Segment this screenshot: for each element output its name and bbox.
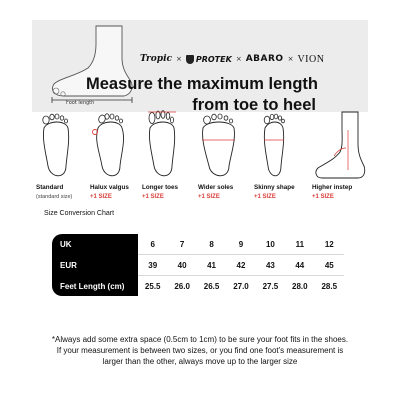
- table-cell: 8: [197, 234, 226, 255]
- table-cell: 42: [226, 255, 255, 276]
- shape-note: +1 SIZE: [90, 194, 112, 200]
- shape-label: Wider soles: [198, 184, 234, 191]
- table-cell: 43: [256, 255, 285, 276]
- foot-shape-longer-toes: [142, 108, 194, 206]
- footnote-line: *Always add some extra space (0.5cm to 1cm) to be sure your foot fits in the shoes.: [51, 335, 349, 344]
- table-cell: 9: [226, 234, 255, 255]
- brand-vion-logo: VION: [297, 53, 325, 65]
- table-cell: 7: [167, 234, 196, 255]
- brand-protek-logo: PROTEK: [186, 55, 232, 64]
- shape-label: Halux valgus: [90, 184, 129, 191]
- table-cell: 6: [138, 234, 167, 255]
- row-header: EUR: [52, 255, 138, 276]
- row-header: Feet Length (cm): [52, 276, 138, 297]
- table-row: [52, 234, 344, 255]
- table-cell: 28.0: [292, 281, 308, 291]
- row-header: UK: [52, 234, 138, 255]
- size-conversion-title: Size Conversion Chart: [44, 210, 115, 217]
- foot-shape-skinny: [254, 108, 306, 206]
- wider-soles-foot-icon: [198, 110, 238, 182]
- higher-instep-foot-icon: [312, 110, 368, 182]
- table-cell: 27.5: [262, 281, 279, 291]
- headline-line-1: Measure the maximum length: [86, 75, 318, 93]
- shape-note: +1 SIZE: [198, 194, 220, 200]
- brand-tropic-logo: Tropic: [140, 54, 172, 64]
- table-cell: 28.5: [321, 281, 338, 291]
- shape-label: Longer toes: [142, 184, 179, 191]
- foot-shape-higher-instep: [312, 108, 368, 206]
- table-cell: 44: [285, 255, 314, 276]
- foot-shape-wider-soles: [198, 108, 250, 206]
- table-row: [52, 276, 344, 297]
- hallux-valgus-foot-icon: [90, 110, 130, 182]
- table-cell: 11: [285, 234, 314, 255]
- header-banner: [32, 20, 368, 112]
- headline-line-2: from toe to heel: [192, 96, 316, 114]
- table-cell: 25.5: [144, 281, 161, 291]
- table-cell: 39: [138, 255, 167, 276]
- foot-shape-halux-valgus: [90, 108, 142, 206]
- shape-label: Higher instep: [312, 184, 353, 191]
- foot-shape-standard: [36, 108, 88, 206]
- size-conversion-table: [52, 234, 344, 296]
- brand-abaro-logo: ABARO: [245, 54, 284, 64]
- shape-note: +1 SIZE: [142, 194, 164, 200]
- table-row: [52, 255, 344, 276]
- skinny-foot-icon: [254, 110, 294, 182]
- shield-icon: [186, 55, 194, 64]
- table-cell: 10: [256, 234, 285, 255]
- foot-shapes-row: [36, 108, 366, 206]
- brand-row: [140, 51, 372, 67]
- table-cell: 26.0: [174, 281, 190, 291]
- brand-separator: ×: [287, 55, 294, 63]
- foot-length-label: Foot length: [66, 100, 95, 106]
- standard-foot-icon: [36, 110, 76, 182]
- brand-separator: ×: [175, 55, 182, 63]
- table-cell: 45: [315, 255, 344, 276]
- shape-label: Standard: [36, 184, 64, 191]
- footnote-line: larger than the other, always move up to the larger size: [102, 357, 298, 367]
- footnote-line: If your measurement is between two sizes, or you find one foot's measurement is: [56, 346, 344, 356]
- shape-note: +1 SIZE: [312, 194, 334, 200]
- sizing-footnote: [30, 334, 370, 368]
- table-cell: 41: [197, 255, 226, 276]
- table-cell: 40: [167, 255, 196, 276]
- table-cell: 27.0: [233, 281, 249, 291]
- longer-toes-foot-icon: [142, 110, 182, 182]
- brand-separator: ×: [235, 55, 242, 63]
- shape-label: Skinny shape: [254, 184, 295, 191]
- table-cell: 12: [315, 234, 344, 255]
- shape-note: +1 SIZE: [254, 194, 276, 200]
- shape-note: (standard size): [36, 194, 73, 200]
- table-cell: 26.5: [203, 281, 220, 291]
